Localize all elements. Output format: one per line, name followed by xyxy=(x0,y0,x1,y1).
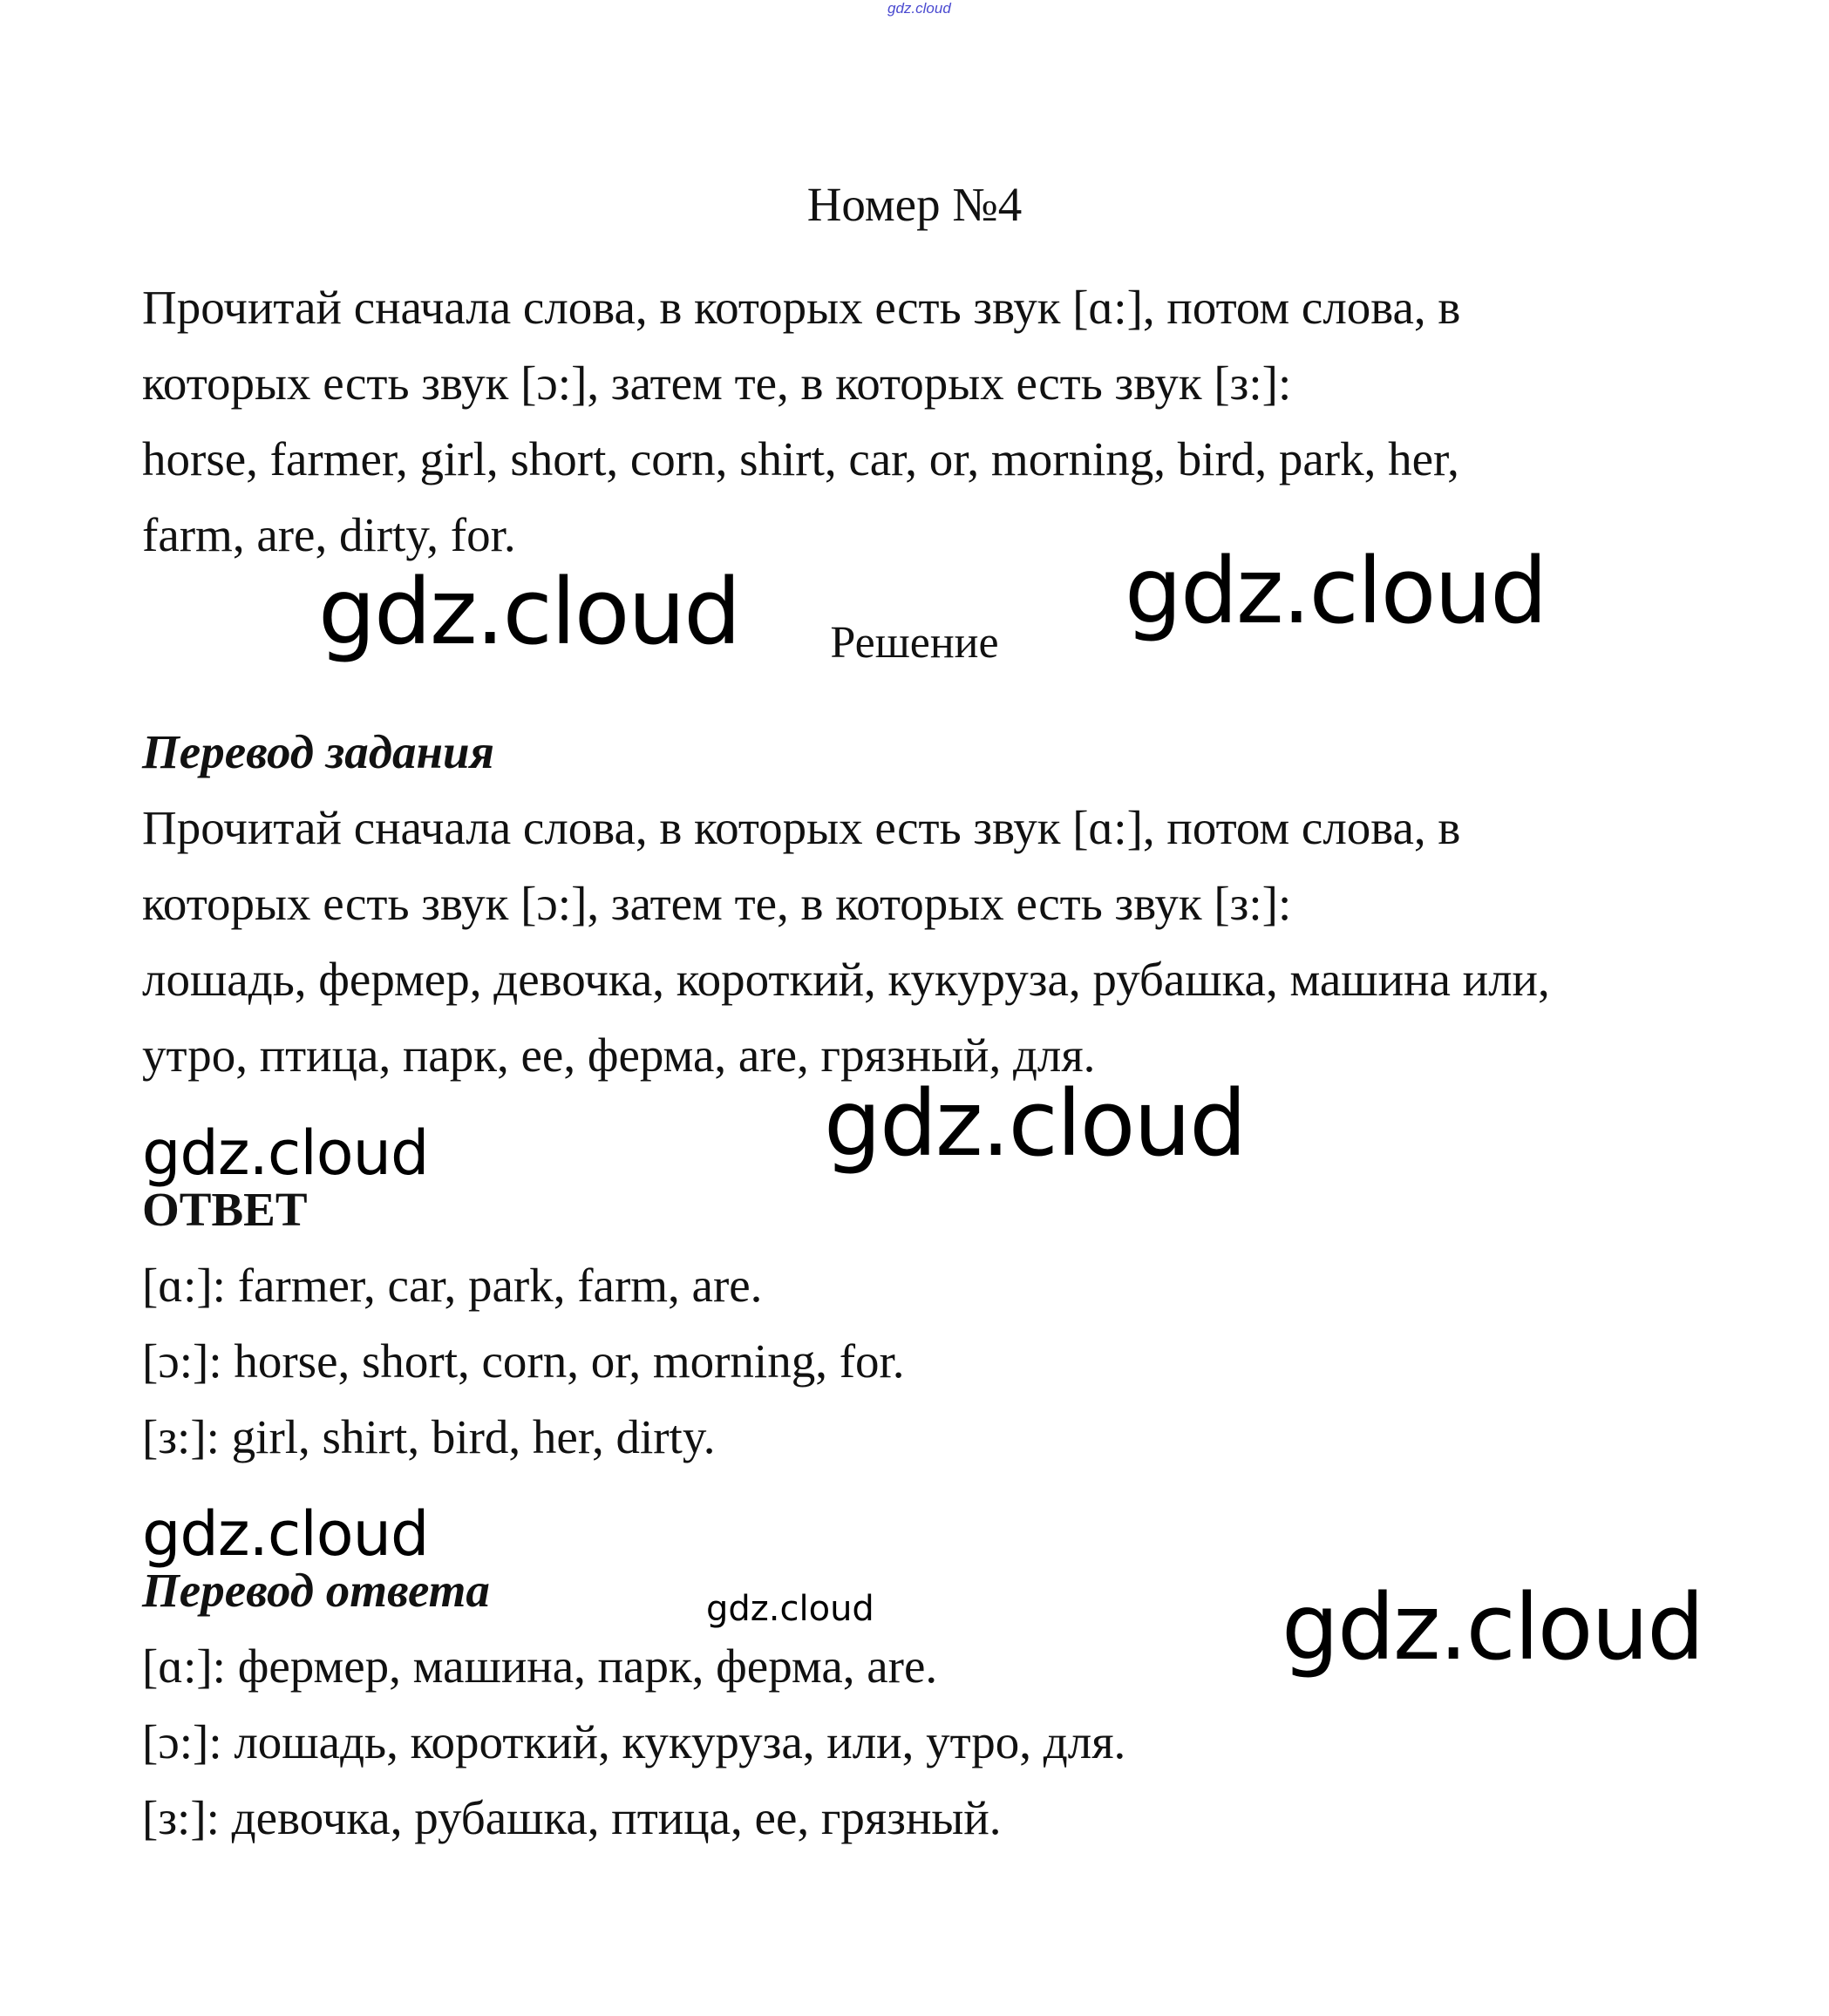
answer-line-3: [з:]: girl, shirt, bird, her, dirty. xyxy=(142,1410,716,1463)
translation-line-3: лошадь, фермер, девочка, короткий, кукуруза, рубашка, машина или, xyxy=(142,953,1550,1006)
watermark-top: gdz.cloud xyxy=(887,0,951,17)
answer-heading: ОТВЕТ xyxy=(142,1183,308,1236)
translation-heading: Перевод задания xyxy=(142,725,494,778)
answer-translation-line-1: [ɑ:]: фермер, машина, парк, ферма, are. xyxy=(142,1639,938,1693)
watermark: gdz.cloud xyxy=(824,1070,1246,1177)
watermark: gdz.cloud xyxy=(142,1117,429,1189)
watermark: gdz.cloud xyxy=(1125,538,1547,644)
watermark: gdz.cloud xyxy=(318,559,740,665)
watermark: gdz.cloud xyxy=(1282,1574,1703,1680)
answer-translation-heading: Перевод ответа xyxy=(142,1564,490,1617)
answer-line-1: [ɑ:]: farmer, car, park, farm, are. xyxy=(142,1259,763,1312)
page-title: Номер №4 xyxy=(806,178,1023,231)
translation-line-1: Прочитай сначала слова, в которых есть звук [ɑ:], потом слова, в xyxy=(142,801,1461,854)
watermark: gdz.cloud xyxy=(142,1498,429,1570)
translation-line-2: которых есть звук [ɔ:], затем те, в которых есть звук [з:]: xyxy=(142,877,1292,930)
task-line-2: которых есть звук [ɔ:], затем те, в которых есть звук [з:]: xyxy=(142,356,1292,410)
answer-translation-line-2: [ɔ:]: лошадь, короткий, кукуруза, или, утро, для. xyxy=(142,1715,1126,1768)
task-line-4: farm, are, dirty, for. xyxy=(142,508,516,561)
watermark: gdz.cloud xyxy=(706,1589,874,1629)
task-line-1: Прочитай сначала слова, в которых есть звук [ɑ:], потом слова, в xyxy=(142,281,1461,334)
translation-line-4: утро, птица, парк, ее, ферма, are, грязный, для. xyxy=(142,1028,1096,1082)
solution-label: Решение xyxy=(830,618,999,668)
task-line-3: horse, farmer, girl, short, corn, shirt, car, or, morning, bird, park, her, xyxy=(142,432,1459,485)
answer-line-2: [ɔ:]: horse, short, corn, or, morning, for. xyxy=(142,1334,905,1388)
answer-translation-line-3: [з:]: девочка, рубашка, птица, ее, грязный. xyxy=(142,1791,1002,1844)
